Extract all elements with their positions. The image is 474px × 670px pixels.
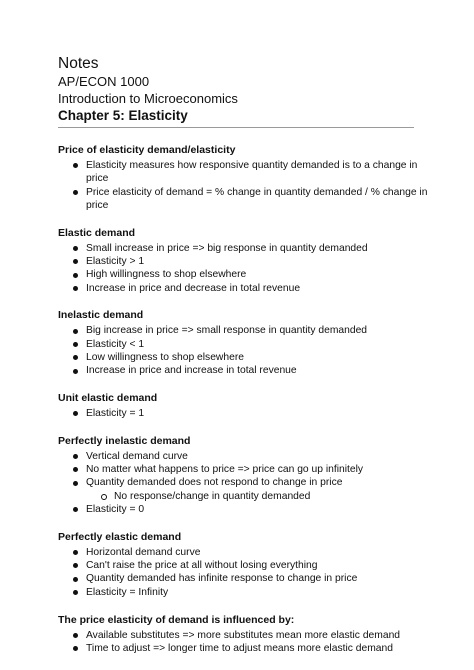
list-item-text: High willingness to shop elsewhere (86, 269, 247, 281)
section-title: Perfectly inelastic demand (58, 434, 191, 447)
list-item (58, 186, 428, 213)
bullet-icon (73, 577, 78, 582)
list-item-text: Horizontal demand curve (86, 546, 201, 558)
section-price-elasticity (58, 144, 428, 212)
notes-heading: Notes (58, 55, 99, 72)
list-item (58, 255, 428, 268)
chapter-title: Chapter 5: Elasticity (58, 108, 188, 123)
list-item-text: No matter what happens to price => price can go up infinitely (86, 464, 364, 476)
list-item-text: Can't raise the price at all without losing everything (86, 560, 318, 572)
list-item (58, 364, 428, 377)
list-item-text: Vertical demand curve (86, 450, 188, 462)
list-item-text: Increase in price and increase in total revenue (86, 365, 297, 377)
list-item (58, 268, 428, 281)
list-item-text: Elasticity measures how responsive quantity demanded is to a change in price (86, 160, 418, 185)
list-item-text: Elasticity > 1 (86, 255, 145, 267)
course-code: AP/ECON 1000 (58, 74, 150, 89)
section-perfectly-elastic-demand (58, 531, 428, 599)
list-item (58, 324, 428, 337)
section-title: Inelastic demand (58, 309, 144, 322)
list-item-text: Big increase in price => small response in quantity demanded (86, 325, 368, 337)
bullet-icon (73, 646, 78, 651)
course-title: Introduction to Microeconomics (58, 91, 238, 106)
list-item (58, 450, 428, 463)
sub-list-item-text: No response/change in quantity demanded (114, 490, 311, 502)
list-item-text: Available substitutes => more substitutes mean more elastic demand (86, 629, 401, 641)
list-item-text: Elasticity = Infinity (86, 586, 169, 598)
hollow-bullet-icon (101, 494, 107, 500)
list-item-text: Small increase in price => big response in quantity demanded (86, 242, 368, 254)
section-title: Perfectly elastic demand (58, 530, 182, 543)
bullet-icon (73, 550, 78, 555)
list-item (58, 546, 428, 559)
list-item (58, 242, 428, 255)
list-item-text: Elasticity = 1 (86, 408, 145, 420)
list-item-text: Increase in price and decrease in total revenue (86, 282, 301, 294)
bullet-icon (73, 411, 78, 416)
list-item (58, 642, 428, 655)
list-item (58, 338, 428, 351)
list-item (58, 476, 428, 489)
bullet-icon (73, 259, 78, 264)
bullet-icon (73, 454, 78, 459)
bullet-icon (73, 286, 78, 291)
bullet-icon (73, 329, 78, 334)
document-header (58, 54, 428, 125)
list-item (58, 586, 428, 599)
list-item-text: Low willingness to shop elsewhere (86, 351, 244, 363)
bullet-icon (73, 467, 78, 472)
list-item (58, 629, 428, 642)
bullet-icon (73, 507, 78, 512)
bullet-icon (73, 590, 78, 595)
section-perfectly-inelastic-demand (58, 435, 428, 516)
list-item-text: Elasticity < 1 (86, 338, 145, 350)
bullet-icon (73, 190, 78, 195)
bullet-icon (73, 369, 78, 374)
bullet-icon (73, 563, 78, 568)
bullet-icon (73, 273, 78, 278)
bullet-icon (73, 342, 78, 347)
list-item (58, 282, 428, 295)
list-item-text: Quantity demanded has infinite response to change in price (86, 573, 358, 585)
section-influences (58, 614, 428, 656)
bullet-icon (73, 355, 78, 360)
list-item (58, 463, 428, 476)
list-item-text: Quantity demanded does not respond to change in price (86, 477, 343, 489)
list-item (58, 351, 428, 364)
sub-list-item (58, 490, 428, 503)
bullet-icon (73, 481, 78, 486)
bullet-icon (73, 246, 78, 251)
list-item (58, 159, 428, 186)
section-title: Unit elastic demand (58, 392, 158, 405)
list-item-text: Price elasticity of demand = % change in quantity demanded / % change in price (86, 186, 428, 211)
list-item (58, 407, 428, 420)
section-title: Price of elasticity demand/elasticity (58, 144, 236, 156)
list-item (58, 572, 428, 585)
list-item-text: Time to adjust => longer time to adjust means more elastic demand (86, 642, 393, 654)
bullet-icon (73, 163, 78, 168)
section-title: Elastic demand (58, 226, 136, 239)
notes-content (58, 144, 428, 670)
section-title: The price elasticity of demand is influenced by: (58, 613, 295, 626)
section-elastic-demand (58, 227, 428, 295)
section-inelastic-demand (58, 309, 428, 377)
list-item (58, 559, 428, 572)
horizontal-divider (58, 127, 414, 128)
list-item (58, 503, 428, 516)
bullet-icon (73, 633, 78, 638)
list-item-text: Elasticity = 0 (86, 504, 145, 516)
section-unit-elastic-demand (58, 392, 428, 420)
